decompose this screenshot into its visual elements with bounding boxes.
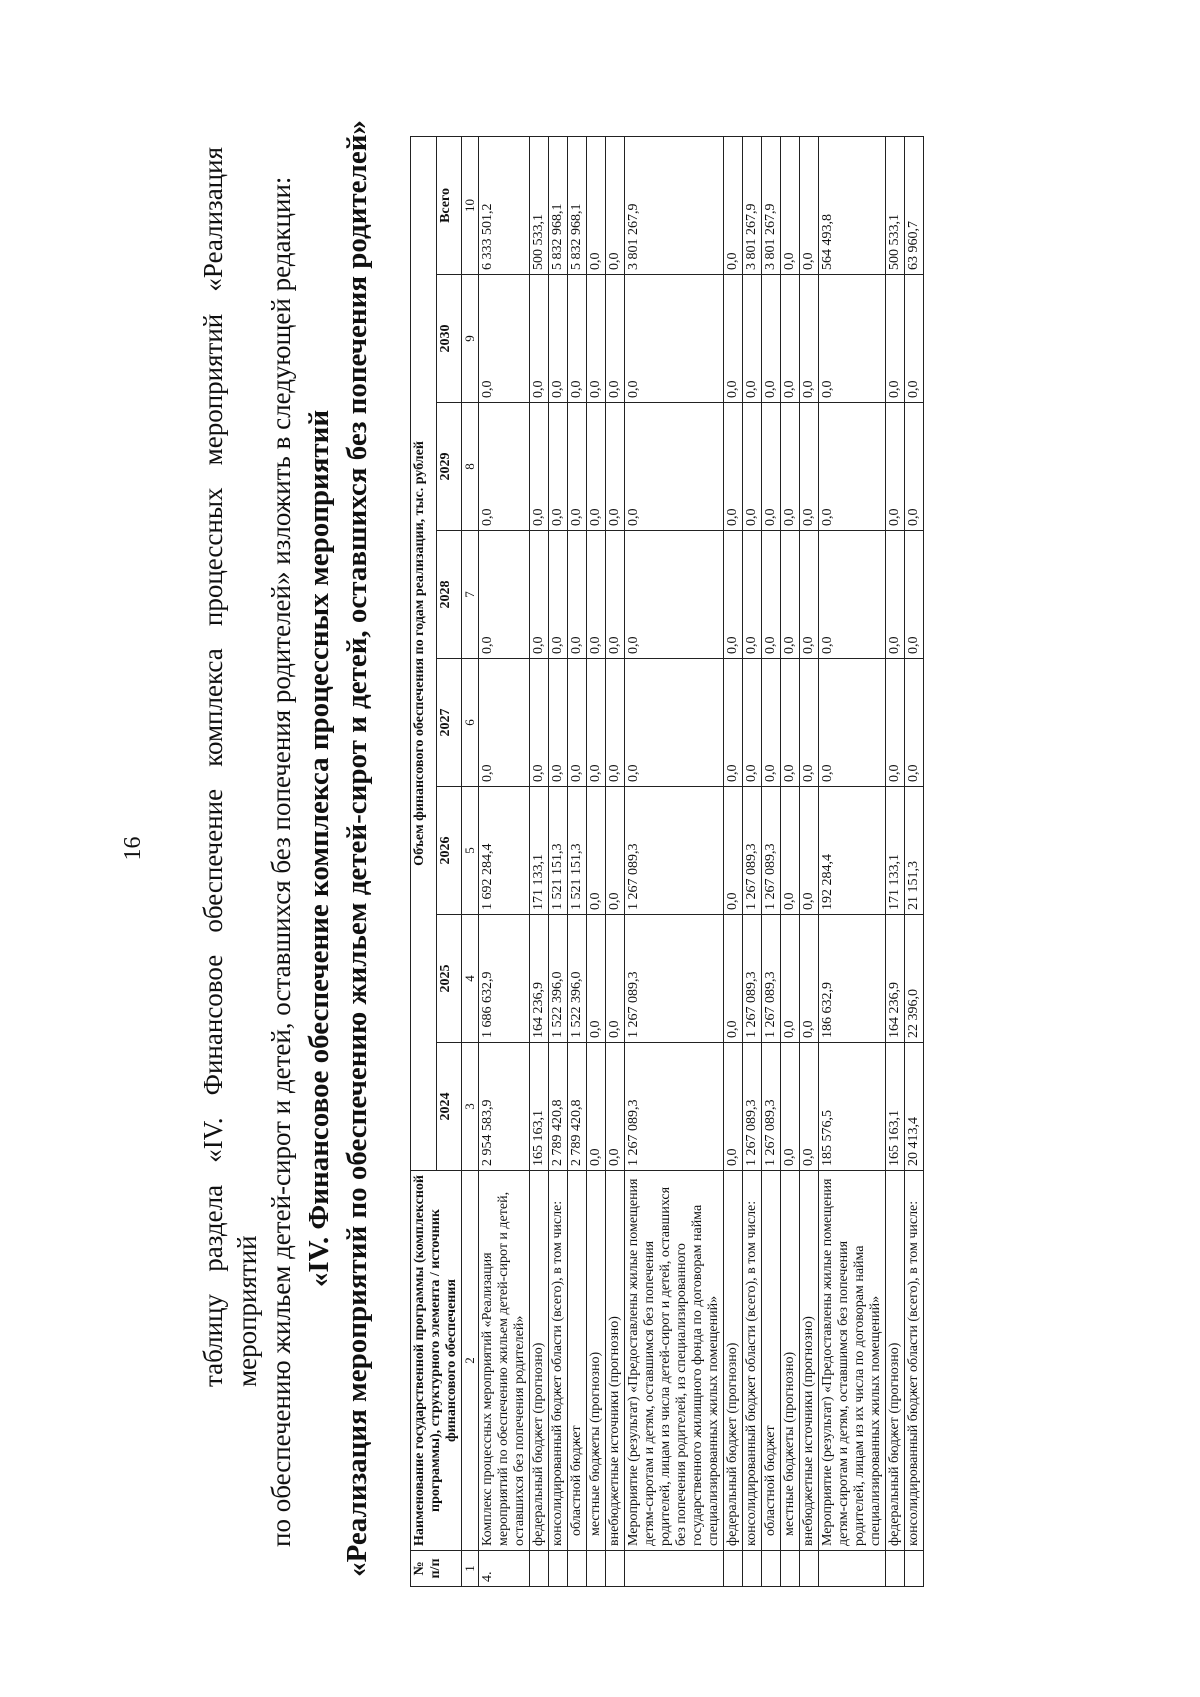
row-value: 63 960,7 <box>905 136 924 274</box>
row-name: местные бюджеты (прогнозно) <box>781 1171 800 1551</box>
column-number: 7 <box>462 531 479 659</box>
row-value: 500 533,1 <box>530 136 549 274</box>
row-number <box>549 1551 568 1587</box>
row-value: 0,0 <box>606 787 625 915</box>
row-value: 164 236,9 <box>530 915 549 1043</box>
row-value: 0,0 <box>625 403 724 531</box>
row-name: Мероприятие (результат) «Предоставлены жилые помещения детям-сиротам и детям, оставшимся без попечения родителей, лицам из их числа по договорам найма специализированных жилых помещений» <box>819 1171 886 1551</box>
table-row <box>625 136 724 1586</box>
row-value: 0,0 <box>905 659 924 787</box>
section-title <box>300 0 376 1697</box>
header-year: 2030 <box>436 275 462 403</box>
row-value: 0,0 <box>819 403 886 531</box>
header-group: Объем финансового обеспечения по годам реализации, тыс. рублей <box>411 136 437 1170</box>
row-value: 0,0 <box>762 659 781 787</box>
page-number: 16 <box>120 836 146 861</box>
row-value: 0,0 <box>587 531 606 659</box>
row-value: 0,0 <box>479 403 530 531</box>
row-value: 165 163,1 <box>530 1043 549 1171</box>
row-value: 1 521 151,3 <box>568 787 587 915</box>
row-value: 0,0 <box>743 531 762 659</box>
row-value: 0,0 <box>587 1043 606 1171</box>
row-value: 0,0 <box>606 275 625 403</box>
row-value: 0,0 <box>724 915 743 1043</box>
header-num: № п/п <box>411 1551 462 1587</box>
row-value: 0,0 <box>781 403 800 531</box>
row-value: 0,0 <box>800 403 819 531</box>
table-row <box>530 136 549 1586</box>
row-name: консолидированный бюджет области (всего), в том числе: <box>905 1171 924 1551</box>
row-number <box>800 1551 819 1587</box>
row-value: 0,0 <box>587 787 606 915</box>
section-title-line-2: «Реализация мероприятий по обеспечению жильем детей-сирот и детей, оставшихся без попечения родителей» <box>341 120 373 1577</box>
row-value: 0,0 <box>800 915 819 1043</box>
row-value: 0,0 <box>625 531 724 659</box>
table-row <box>479 136 530 1586</box>
row-value: 0,0 <box>819 659 886 787</box>
row-value: 0,0 <box>606 915 625 1043</box>
table-row <box>781 136 800 1586</box>
row-number <box>886 1551 905 1587</box>
column-numbers-row <box>462 136 479 1586</box>
row-value: 0,0 <box>781 915 800 1043</box>
row-value: 0,0 <box>606 659 625 787</box>
intro-line-1: таблицу раздела «IV. Финансовое обеспечение комплекса процессных мероприятий «Реализация мероприятий <box>198 147 262 1387</box>
row-value: 3 801 267,9 <box>625 136 724 274</box>
table-row <box>819 136 886 1586</box>
row-number <box>625 1551 724 1587</box>
row-value: 0,0 <box>800 787 819 915</box>
row-value: 2 789 420,8 <box>549 1043 568 1171</box>
row-value: 0,0 <box>587 659 606 787</box>
table-row <box>587 136 606 1586</box>
row-value: 0,0 <box>606 531 625 659</box>
row-value: 0,0 <box>800 659 819 787</box>
row-value: 0,0 <box>606 403 625 531</box>
row-number <box>819 1551 886 1587</box>
row-value: 5 832 968,1 <box>549 136 568 274</box>
row-value: 0,0 <box>762 403 781 531</box>
table-row <box>905 136 924 1586</box>
row-name: Комплекс процессных мероприятий «Реализация мероприятий по обеспечению жильем детей-сирот и детей, оставшихся без попечения родителей» <box>479 1171 530 1551</box>
row-value: 6 333 501,2 <box>479 136 530 274</box>
row-value: 0,0 <box>606 136 625 274</box>
row-value: 0,0 <box>886 403 905 531</box>
row-number <box>905 1551 924 1587</box>
header-year: 2029 <box>436 403 462 531</box>
row-value: 1 267 089,3 <box>743 787 762 915</box>
table-row <box>549 136 568 1586</box>
intro-line-2: по обеспечению жильем детей-сирот и детей, оставшихся без попечения родителей» изложить в следующей редакции: <box>266 176 296 1547</box>
row-value: 0,0 <box>568 403 587 531</box>
row-number <box>568 1551 587 1587</box>
row-value: 1 267 089,3 <box>625 787 724 915</box>
row-value: 0,0 <box>762 275 781 403</box>
row-value: 3 801 267,9 <box>743 136 762 274</box>
header-row-1 <box>411 136 437 1586</box>
row-value: 0,0 <box>530 659 549 787</box>
column-number: 3 <box>462 1043 479 1171</box>
row-name: федеральный бюджет (прогнозно) <box>724 1171 743 1551</box>
row-value: 0,0 <box>905 275 924 403</box>
section-title-line-1: «IV. Финансовое обеспечение комплекса процессных мероприятий <box>303 409 335 1288</box>
row-value: 0,0 <box>905 403 924 531</box>
row-value: 0,0 <box>625 275 724 403</box>
row-value: 164 236,9 <box>886 915 905 1043</box>
row-value: 0,0 <box>743 659 762 787</box>
row-value: 0,0 <box>568 531 587 659</box>
row-value: 0,0 <box>587 136 606 274</box>
row-value: 0,0 <box>587 403 606 531</box>
row-value: 21 151,3 <box>905 787 924 915</box>
row-value: 1 267 089,3 <box>743 1043 762 1171</box>
row-number <box>606 1551 625 1587</box>
row-name: внебюджетные источники (прогнозно) <box>606 1171 625 1551</box>
row-number: 4. <box>479 1551 530 1587</box>
row-value: 0,0 <box>886 531 905 659</box>
column-number: 6 <box>462 659 479 787</box>
row-name: федеральный бюджет (прогнозно) <box>530 1171 549 1551</box>
header-year: 2025 <box>436 915 462 1043</box>
row-number <box>781 1551 800 1587</box>
row-value: 0,0 <box>587 915 606 1043</box>
row-value: 0,0 <box>530 531 549 659</box>
row-value: 20 413,4 <box>905 1043 924 1171</box>
header-year: 2024 <box>436 1043 462 1171</box>
row-value: 2 954 583,9 <box>479 1043 530 1171</box>
row-value: 0,0 <box>568 659 587 787</box>
row-name: Мероприятие (результат) «Предоставлены жилые помещения детям-сиротам и детям, оставшимся без попечения родителей, лицам из числа детей-сирот и детей, оставшихся без попечения родителей, из специализированного государственного жилищного фонда по договорам найма специализированных жилых помещений» <box>625 1171 724 1551</box>
row-value: 0,0 <box>549 531 568 659</box>
row-value: 0,0 <box>743 403 762 531</box>
row-value: 1 267 089,3 <box>762 787 781 915</box>
row-value: 0,0 <box>781 275 800 403</box>
header-year: 2027 <box>436 659 462 787</box>
row-value: 0,0 <box>549 275 568 403</box>
row-name: областной бюджет <box>762 1171 781 1551</box>
row-value: 171 133,1 <box>530 787 549 915</box>
row-value: 0,0 <box>800 275 819 403</box>
table-row <box>606 136 625 1586</box>
row-value: 0,0 <box>781 136 800 274</box>
row-value: 0,0 <box>549 659 568 787</box>
header-total: Всего <box>436 136 462 274</box>
row-value: 1 267 089,3 <box>762 1043 781 1171</box>
row-value: 22 396,0 <box>905 915 924 1043</box>
header-name: Наименование государственной программы (комплексной программы), структурного элемента / источник финансового обеспечения <box>411 1171 462 1551</box>
row-value: 186 632,9 <box>819 915 886 1043</box>
row-value: 1 267 089,3 <box>625 1043 724 1171</box>
row-value: 564 493,8 <box>819 136 886 274</box>
column-number: 2 <box>462 1171 479 1551</box>
column-number: 4 <box>462 915 479 1043</box>
column-number: 8 <box>462 403 479 531</box>
row-value: 0,0 <box>549 403 568 531</box>
row-value: 0,0 <box>479 531 530 659</box>
row-name: областной бюджет <box>568 1171 587 1551</box>
row-value: 0,0 <box>587 275 606 403</box>
column-number: 1 <box>462 1551 479 1587</box>
row-value: 0,0 <box>819 531 886 659</box>
row-value: 1 267 089,3 <box>625 915 724 1043</box>
row-value: 0,0 <box>724 136 743 274</box>
row-number <box>724 1551 743 1587</box>
row-number <box>762 1551 781 1587</box>
row-value: 192 284,4 <box>819 787 886 915</box>
row-name: консолидированный бюджет области (всего), в том числе: <box>743 1171 762 1551</box>
row-value: 0,0 <box>781 787 800 915</box>
row-value: 0,0 <box>530 275 549 403</box>
row-value: 0,0 <box>724 275 743 403</box>
row-value: 165 163,1 <box>886 1043 905 1171</box>
row-value: 0,0 <box>724 787 743 915</box>
row-value: 0,0 <box>568 275 587 403</box>
row-number <box>587 1551 606 1587</box>
row-value: 0,0 <box>606 1043 625 1171</box>
row-number <box>530 1551 549 1587</box>
row-value: 0,0 <box>530 403 549 531</box>
table-row <box>762 136 781 1586</box>
row-value: 5 832 968,1 <box>568 136 587 274</box>
row-value: 0,0 <box>724 1043 743 1171</box>
header-year: 2028 <box>436 531 462 659</box>
financing-table <box>410 136 924 1587</box>
row-name: внебюджетные источники (прогнозно) <box>800 1171 819 1551</box>
column-number: 9 <box>462 275 479 403</box>
row-value: 0,0 <box>724 403 743 531</box>
table-row <box>800 136 819 1586</box>
row-value: 0,0 <box>819 275 886 403</box>
row-value: 0,0 <box>800 531 819 659</box>
table-row <box>568 136 587 1586</box>
row-name: федеральный бюджет (прогнозно) <box>886 1171 905 1551</box>
header-year: 2026 <box>436 787 462 915</box>
row-value: 1 521 151,3 <box>549 787 568 915</box>
row-value: 0,0 <box>886 275 905 403</box>
row-value: 3 801 267,9 <box>762 136 781 274</box>
column-number: 5 <box>462 787 479 915</box>
row-value: 0,0 <box>781 659 800 787</box>
table-row <box>724 136 743 1586</box>
row-value: 0,0 <box>781 531 800 659</box>
row-value: 0,0 <box>800 136 819 274</box>
row-value: 0,0 <box>724 531 743 659</box>
row-value: 0,0 <box>762 531 781 659</box>
row-value: 185 576,5 <box>819 1043 886 1171</box>
intro-paragraph <box>196 147 298 1547</box>
row-value: 1 267 089,3 <box>762 915 781 1043</box>
row-value: 0,0 <box>781 1043 800 1171</box>
row-value: 0,0 <box>625 659 724 787</box>
table-body <box>479 136 924 1586</box>
row-value: 171 133,1 <box>886 787 905 915</box>
table-row <box>743 136 762 1586</box>
row-value: 0,0 <box>724 659 743 787</box>
row-value: 0,0 <box>479 275 530 403</box>
row-value: 1 692 284,4 <box>479 787 530 915</box>
row-value: 0,0 <box>479 659 530 787</box>
row-value: 1 522 396,0 <box>568 915 587 1043</box>
row-value: 0,0 <box>905 531 924 659</box>
row-number <box>743 1551 762 1587</box>
row-value: 500 533,1 <box>886 136 905 274</box>
column-number: 10 <box>462 136 479 274</box>
row-value: 1 267 089,3 <box>743 915 762 1043</box>
table-row <box>886 136 905 1586</box>
row-name: консолидированный бюджет области (всего), в том числе: <box>549 1171 568 1551</box>
row-value: 1 686 632,9 <box>479 915 530 1043</box>
row-value: 0,0 <box>743 275 762 403</box>
row-value: 1 522 396,0 <box>549 915 568 1043</box>
row-value: 0,0 <box>800 1043 819 1171</box>
row-value: 2 789 420,8 <box>568 1043 587 1171</box>
row-value: 0,0 <box>886 659 905 787</box>
row-name: местные бюджеты (прогнозно) <box>587 1171 606 1551</box>
